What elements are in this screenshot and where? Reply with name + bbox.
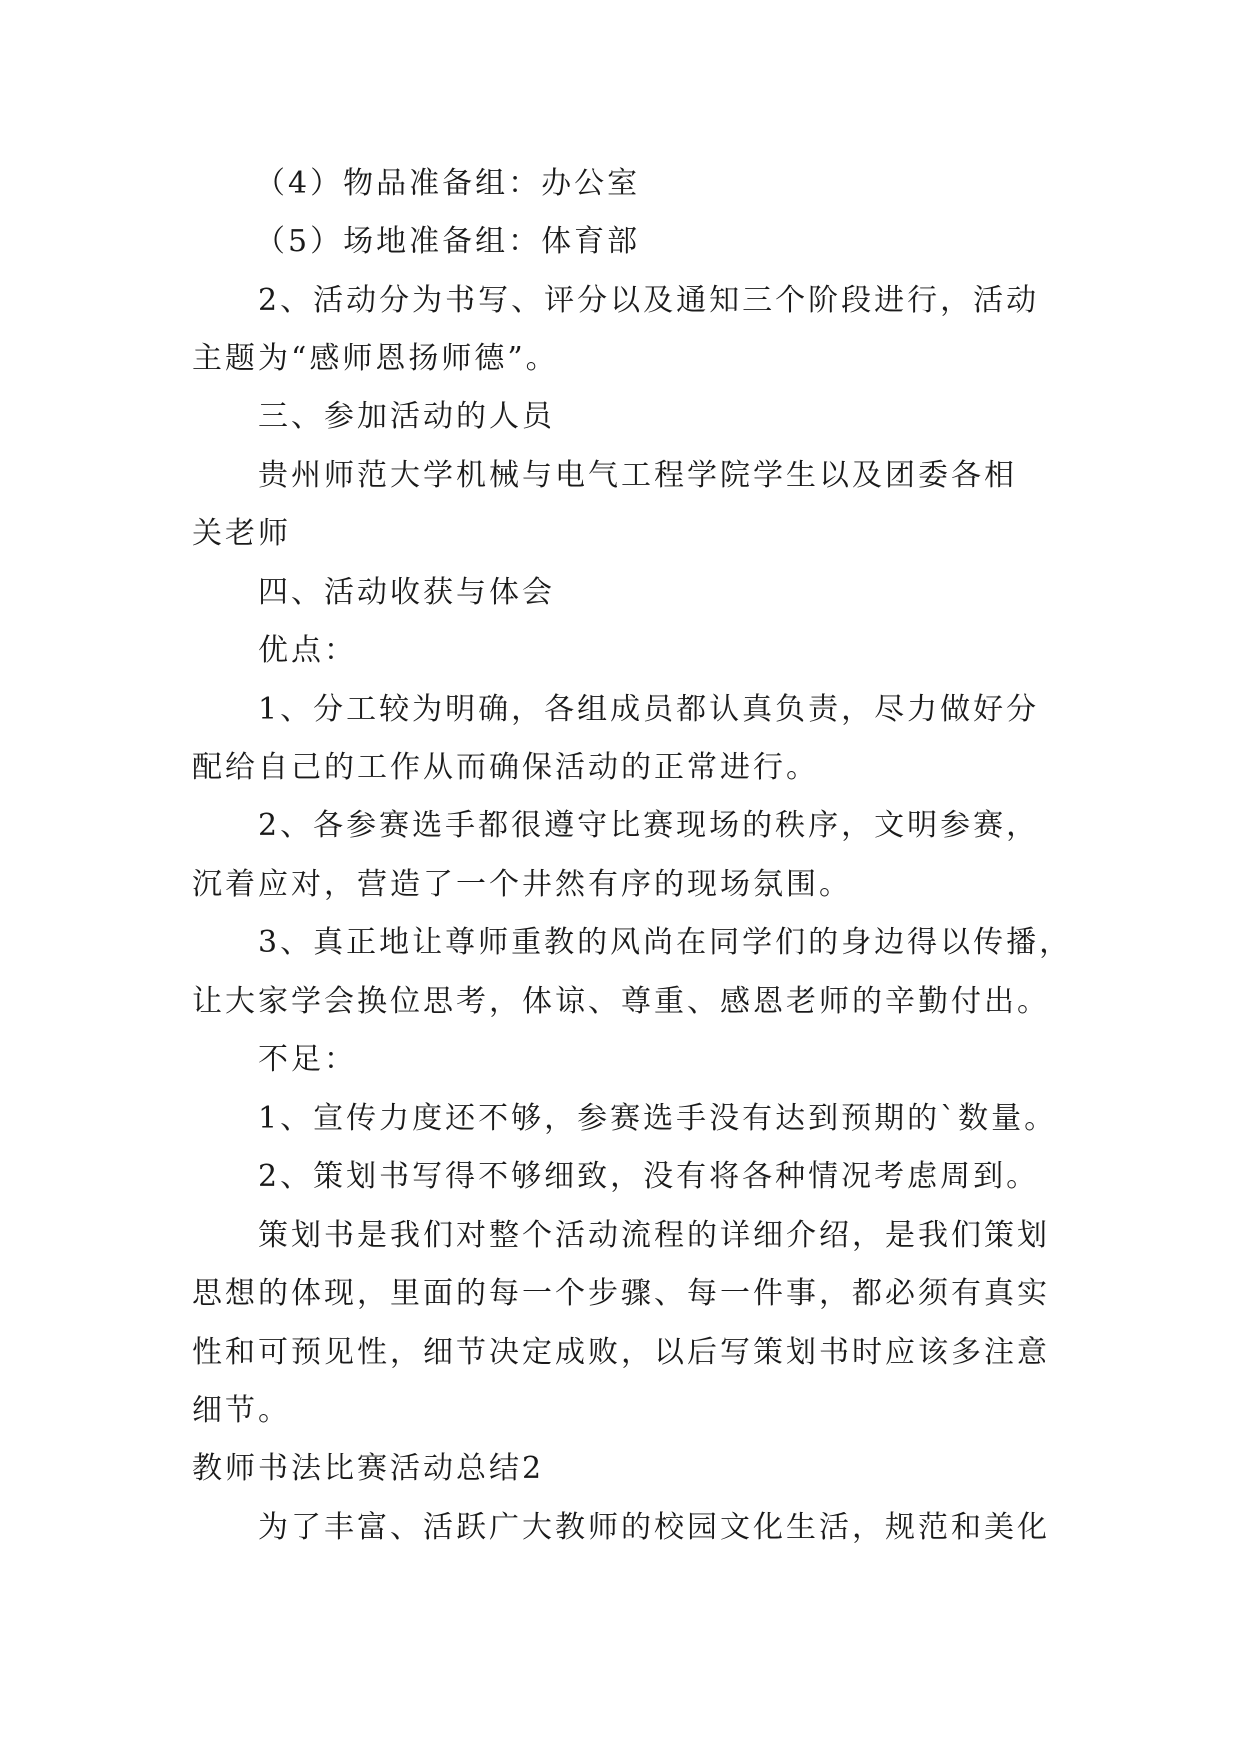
section-heading: 四、活动收获与体会 bbox=[258, 575, 555, 610]
paragraph-line: 2、活动分为书写、评分以及通知三个阶段进行，活动 bbox=[258, 283, 1040, 318]
subheading: 不足： bbox=[258, 1042, 357, 1077]
paragraph-line: 细节。 bbox=[192, 1393, 291, 1428]
paragraph-line: 性和可预见性，细节决定成败，以后写策划书时应该多注意 bbox=[192, 1335, 1050, 1370]
paragraph-line: 为了丰富、活跃广大教师的校园文化生活，规范和美化 bbox=[258, 1510, 1050, 1545]
document-title: 教师书法比赛活动总结2 bbox=[192, 1451, 545, 1486]
paragraph-line: 思想的体现，里面的每一个步骤、每一件事，都必须有真实 bbox=[192, 1276, 1050, 1311]
paragraph-line: 关老师 bbox=[192, 516, 291, 551]
paragraph-line: 配给自己的工作从而确保活动的正常进行。 bbox=[192, 750, 819, 785]
section-heading: 三、参加活动的人员 bbox=[258, 399, 555, 434]
subheading: 优点： bbox=[258, 633, 357, 668]
paragraph-line: 主题为“感师恩扬师德”。 bbox=[192, 341, 559, 376]
paragraph-line: 3、真正地让尊师重教的风尚在同学们的身边得以传播， bbox=[258, 925, 1073, 960]
paragraph-line: 让大家学会换位思考，体谅、尊重、感恩老师的辛勤付出。 bbox=[192, 984, 1050, 1019]
paragraph-line: 贵州师范大学机械与电气工程学院学生以及团委各相 bbox=[258, 458, 1017, 493]
paragraph-line: 2、策划书写得不够细致，没有将各种情况考虑周到。 bbox=[258, 1159, 1040, 1194]
paragraph-line: 1、分工较为明确，各组成员都认真负责，尽力做好分 bbox=[258, 692, 1040, 727]
paragraph-line: 1、宣传力度还不够，参赛选手没有达到预期的`数量。 bbox=[258, 1101, 1058, 1136]
paragraph-line: 沉着应对，营造了一个井然有序的现场氛围。 bbox=[192, 867, 852, 902]
paragraph-line: 策划书是我们对整个活动流程的详细介绍，是我们策划 bbox=[258, 1218, 1050, 1253]
list-item-supplies-group: （4）物品准备组：办公室 bbox=[255, 166, 641, 201]
paragraph-line: 2、各参赛选手都很遵守比赛现场的秩序，文明参赛， bbox=[258, 808, 1040, 843]
list-item-venue-group: （5）场地准备组：体育部 bbox=[255, 224, 641, 259]
